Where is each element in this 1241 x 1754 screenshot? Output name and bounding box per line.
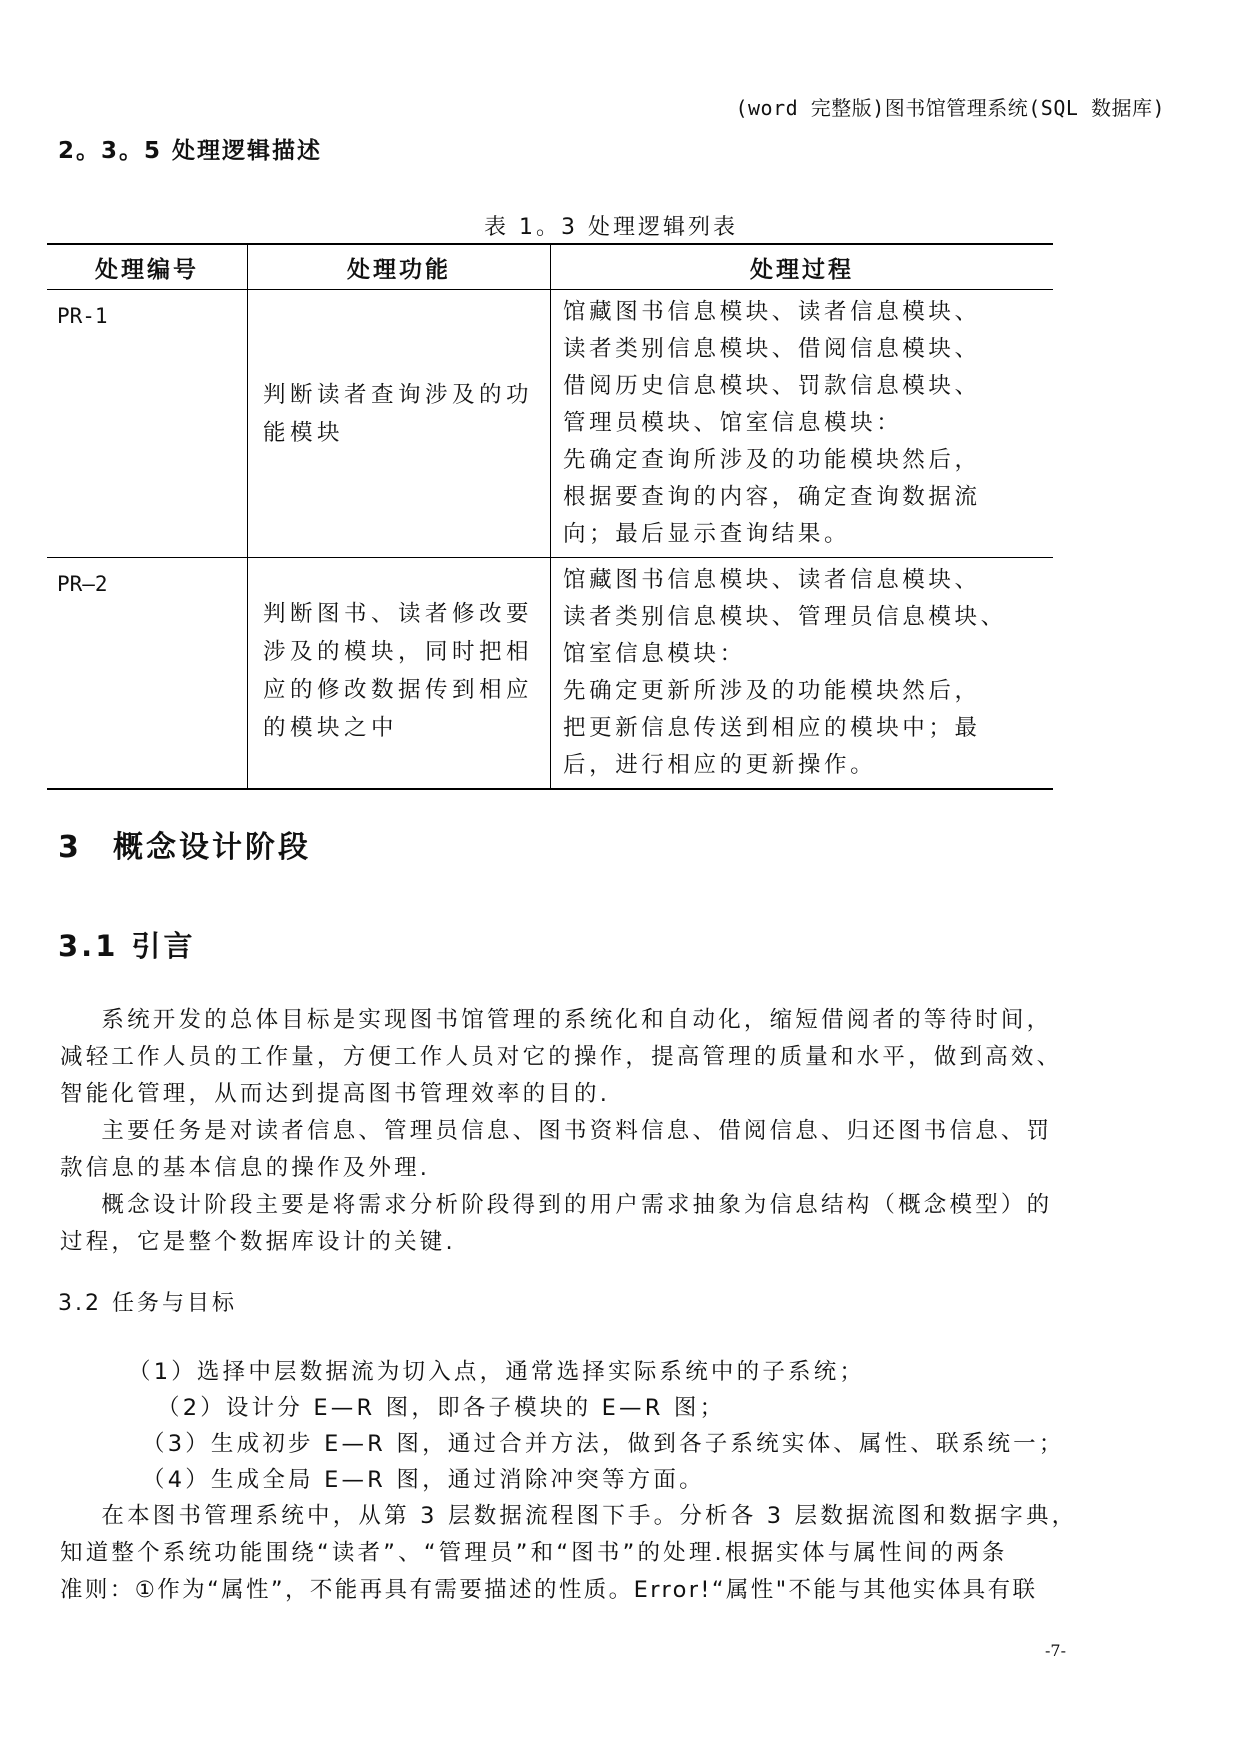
running-header: (word 完整版)图书馆管理系统(SQL 数据库) (735, 96, 1165, 120)
task-item: （4）生成全局 E—R 图，通过消除冲突等方面。 (142, 1467, 705, 1493)
section-heading-3-2: 3.2 任务与目标 (58, 1291, 237, 1316)
task-item: （3）生成初步 E—R 图，通过合并方法，做到各子系统实体、属性、联系统一； (142, 1431, 1065, 1457)
chapter-heading (58, 822, 311, 866)
intro-line: 减轻工作人员的工作量，方便工作人员对它的操作，提高管理的质量和水平，做到高效、 (60, 1044, 1063, 1070)
intro-line: 款信息的基本信息的操作及外理. (60, 1155, 431, 1181)
section-heading-2-3-5: 2。3。5 处理逻辑描述 (58, 138, 323, 164)
procedure-line: 根据要查询的内容，确定查询数据流 (563, 484, 981, 510)
task-item: （1）选择中层数据流为切入点，通常选择实际系统中的子系统； (128, 1359, 866, 1385)
table-caption: 表 1。3 处理逻辑列表 (484, 215, 738, 240)
process-id-cell: PR—2 (47, 558, 248, 790)
intro-line: 系统开发的总体目标是实现图书馆管理的系统化和自动化，缩短借阅者的等待时间， (60, 1007, 1053, 1033)
procedure-line: 先确定查询所涉及的功能模块然后， (563, 447, 981, 473)
procedure-line: 先确定更新所涉及的功能模块然后， (563, 678, 981, 704)
header-process-procedure: 处理过程 (551, 244, 1054, 290)
process-function-cell (248, 558, 551, 790)
process-function-text: 判断图书、读者修改要涉及的模块，同时把相应的修改数据传到相应的模块之中 (263, 601, 534, 741)
table-header-row (47, 244, 1053, 290)
procedure-line: 借阅历史信息模块、罚款信息模块、 (563, 373, 981, 399)
procedure-line: 馆藏图书信息模块、读者信息模块、 (563, 299, 981, 325)
header-process-function: 处理功能 (248, 244, 551, 290)
closing-line: 知道整个系统功能围绕“读者”、“管理员”和“图书”的处理.根据实体与属性间的两条 (60, 1540, 1008, 1566)
task-item: （2）设计分 E—R 图，即各子模块的 E—R 图； (157, 1395, 726, 1421)
procedure-line: 读者类别信息模块、借阅信息模块、 (563, 336, 981, 362)
procedure-line: 后，进行相应的更新操作。 (563, 752, 877, 778)
procedure-line: 向；最后显示查询结果。 (563, 521, 851, 547)
intro-line: 智能化管理，从而达到提高图书管理效率的目的. (60, 1081, 611, 1107)
intro-line: 概念设计阶段主要是将需求分析阶段得到的用户需求抽象为信息结构（概念模型）的 (60, 1192, 1053, 1218)
intro-line: 过程，它是整个数据库设计的关键. (60, 1229, 456, 1255)
chapter-title: 概念设计阶段 (113, 830, 311, 865)
table-row (47, 558, 1053, 790)
procedure-line: 读者类别信息模块、管理员信息模块、 (563, 604, 1007, 630)
closing-line: 准则：①作为“属性”，不能再具有需要描述的性质。Error!“属性"不能与其他实体具有联 (60, 1577, 1038, 1603)
closing-line: 在本图书管理系统中，从第 3 层数据流程图下手。分析各 3 层数据流图和数据字典， (60, 1503, 1078, 1529)
procedure-line: 馆室信息模块： (563, 641, 746, 667)
table-row (47, 290, 1053, 558)
procedure-line: 管理员模块、馆室信息模块： (563, 410, 903, 436)
process-function-text: 判断读者查询涉及的功能模块 (263, 382, 534, 446)
process-procedure-cell (551, 290, 1054, 558)
procedure-line: 把更新信息传送到相应的模块中；最 (563, 715, 981, 741)
processing-logic-table (47, 243, 1053, 790)
section-heading-3-1: 3.1 引言 (58, 929, 196, 963)
chapter-number: 3 (58, 830, 82, 865)
process-id-cell: PR-1 (47, 290, 248, 558)
header-process-id: 处理编号 (47, 244, 248, 290)
page-number: -7- (1045, 1641, 1066, 1660)
process-function-cell (248, 290, 551, 558)
process-procedure-cell (551, 558, 1054, 790)
intro-line: 主要任务是对读者信息、管理员信息、图书资料信息、借阅信息、归还图书信息、罚 (60, 1118, 1053, 1144)
procedure-line: 馆藏图书信息模块、读者信息模块、 (563, 567, 981, 593)
